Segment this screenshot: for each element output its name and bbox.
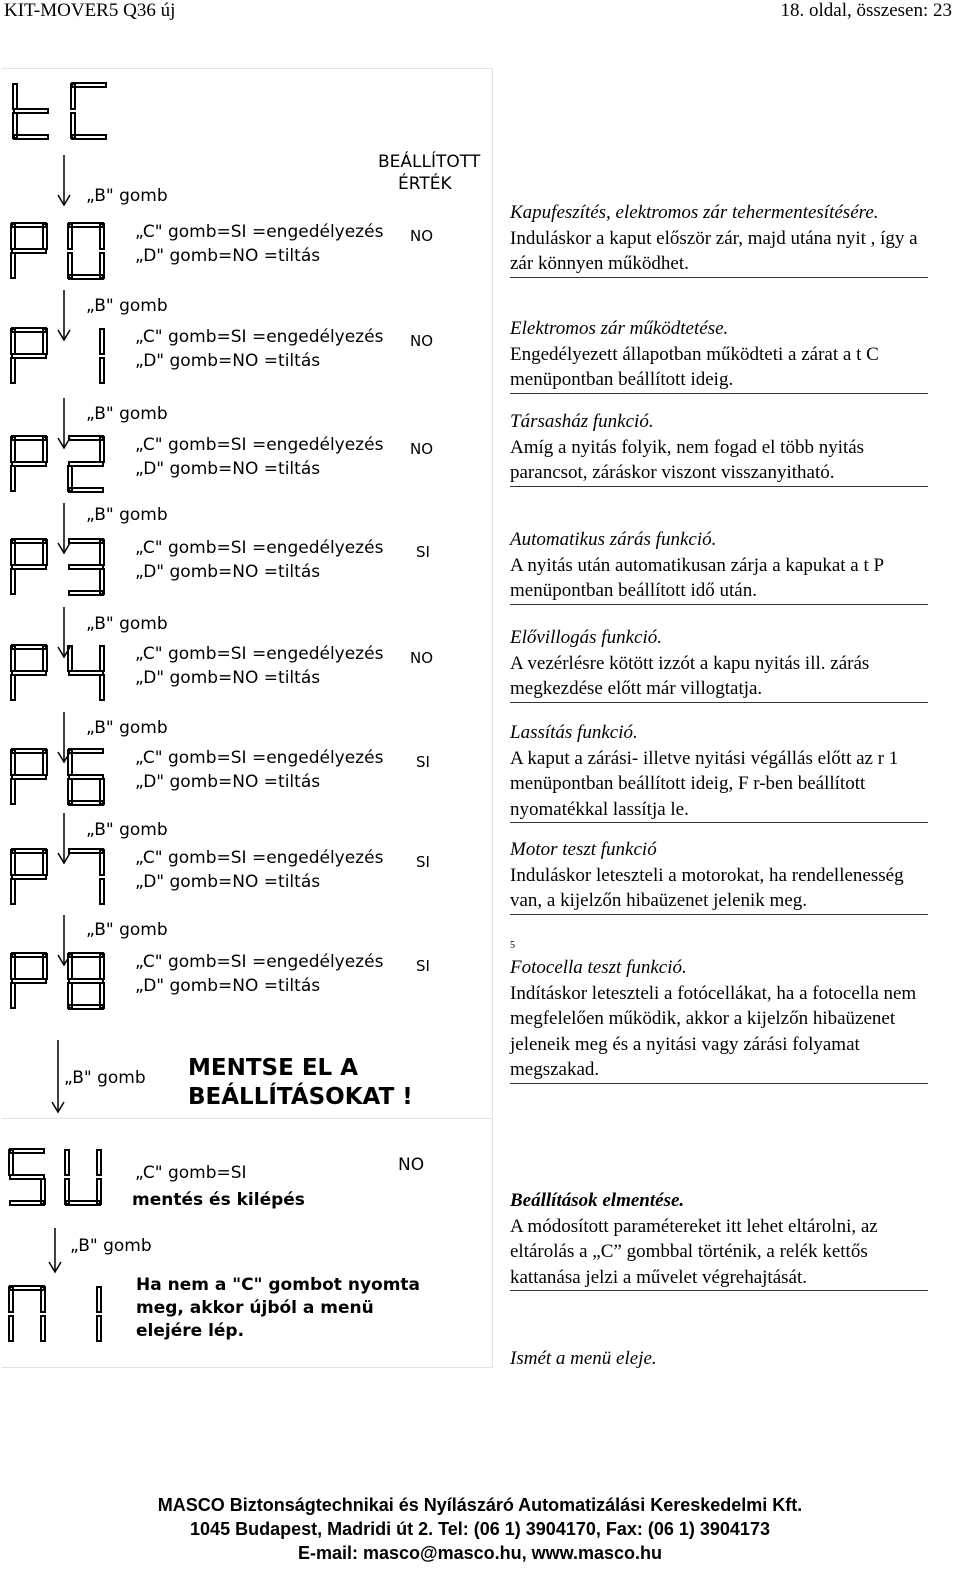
desc-title: Elővillogás funkció. bbox=[510, 627, 662, 648]
desc-title: Lassítás funkció. bbox=[510, 722, 638, 743]
d-button-line: „D" gomb=NO =tiltás bbox=[135, 562, 321, 582]
d-button-line: „D" gomb=NO =tiltás bbox=[135, 459, 321, 479]
lcd-digit-8 bbox=[67, 952, 105, 1010]
lcd-digit-p bbox=[10, 644, 48, 702]
lcd-digit-p bbox=[10, 748, 48, 806]
footer bbox=[0, 1493, 960, 1565]
desc-p7 bbox=[510, 837, 928, 915]
c-button-line: „C" gomb=SI =engedélyezés bbox=[135, 748, 384, 768]
desc-body: Engedélyezett állapotban működteti a zárat a t C menüpontban beállított ideig. bbox=[510, 342, 928, 394]
d-button-line: „D" gomb=NO =tiltás bbox=[135, 772, 321, 792]
m1-note-line1: Ha nem a "C" gombot nyomta bbox=[136, 1275, 421, 1295]
footer-company: MASCO Biztonságtechnikai és Nyílászáró Automatizálási Kereskedelmi Kft. bbox=[157, 1495, 803, 1515]
c-button-line: „C" gomb=SI =engedélyezés bbox=[135, 538, 384, 558]
down-arrow-icon bbox=[47, 1228, 63, 1274]
lcd-digit-p bbox=[10, 538, 48, 596]
default-value-header-line2: ÉRTÉK bbox=[398, 174, 452, 194]
default-value: SI bbox=[416, 543, 430, 561]
c-button-line: „C" gomb=SI =engedélyezés bbox=[135, 327, 384, 347]
desc-body: A nyitás után automatikusan zárja a kapukat a t P menüpontban beállított idő után. bbox=[510, 553, 928, 605]
lcd-digit-7 bbox=[67, 848, 105, 906]
d-button-line: „D" gomb=NO =tiltás bbox=[135, 246, 321, 266]
lcd-digit-u bbox=[64, 1148, 102, 1206]
lcd-digit-p bbox=[10, 435, 48, 493]
lcd-digit-3 bbox=[67, 538, 105, 596]
lcd-digit-1 bbox=[67, 327, 105, 385]
save-notice-line1: MENTSE EL A bbox=[188, 1055, 358, 1081]
b-button-label: „B" gomb bbox=[70, 1236, 152, 1256]
desc-body: A vezérlésre kötött izzót a kapu nyitás ill. zárás megkezdése előtt már villogtatja. bbox=[510, 651, 928, 703]
lcd-digit-p bbox=[10, 848, 48, 906]
footer-address: 1045 Budapest, Madridi út 2. Tel: (06 1) 3904170, Fax: (06 1) 3904173 bbox=[190, 1519, 770, 1539]
su-label: mentés és kilépés bbox=[132, 1190, 305, 1210]
desc-p0 bbox=[510, 200, 928, 278]
d-button-line: „D" gomb=NO =tiltás bbox=[135, 872, 321, 892]
default-value: NO bbox=[410, 332, 434, 350]
desc-title: Ismét a menü eleje. bbox=[510, 1348, 657, 1369]
c-button-line: „C" gomb=SI =engedélyezés bbox=[135, 848, 384, 868]
lcd-digit-m bbox=[8, 1285, 46, 1343]
b-button-label: „B" gomb bbox=[86, 186, 168, 206]
default-value: SI bbox=[416, 753, 430, 771]
desc-title: Beállítások elmentése. bbox=[510, 1190, 685, 1211]
desc-p6 bbox=[510, 720, 928, 823]
m1-note-line3: elejére lép. bbox=[136, 1321, 245, 1341]
default-value-header-line1: BEÁLLÍTOTT bbox=[378, 152, 481, 172]
default-value: NO bbox=[410, 440, 434, 458]
desc-body: A kaput a zárási- illetve nyitási végállás előtt az r 1 menüpontban beállított ideig, F r-ben beállított nyomatékkal lassítja le. bbox=[510, 746, 928, 824]
c-button-line: „C" gomb=SI =engedélyezés bbox=[135, 952, 384, 972]
lcd-digit-p bbox=[10, 327, 48, 385]
b-button-label: „B" gomb bbox=[86, 296, 168, 316]
lcd-digit-t bbox=[12, 82, 50, 140]
desc-body: Amíg a nyitás folyik, nem fogad el több nyitás parancsot, záráskor viszont visszanyitható. bbox=[510, 435, 928, 487]
b-button-label: „B" gomb bbox=[86, 404, 168, 424]
desc-body: A módosított paramétereket itt lehet eltárolni, az eltárolás a „C” gombbal történik, a relék kettős kattanása jelzi a művelet végrehajtását. bbox=[510, 1214, 928, 1292]
small-number: 5 bbox=[510, 940, 515, 951]
default-value: NO bbox=[410, 227, 434, 245]
su-default-value: NO bbox=[398, 1155, 425, 1175]
document-title: KIT-MOVER5 Q36 új bbox=[4, 0, 176, 21]
footer-contact: E-mail: masco@masco.hu, www.masco.hu bbox=[298, 1543, 662, 1563]
desc-p4 bbox=[510, 625, 928, 703]
save-notice-line2: BEÁLLÍTÁSOKAT ! bbox=[188, 1084, 413, 1110]
desc-su bbox=[510, 1188, 928, 1291]
d-button-line: „D" gomb=NO =tiltás bbox=[135, 976, 321, 996]
lcd-digit-6 bbox=[67, 748, 105, 806]
desc-body: Induláskor a kaput először zár, majd utána nyit , így a zár könnyen működhet. bbox=[510, 226, 928, 278]
desc-title: Automatikus zárás funkció. bbox=[510, 529, 717, 550]
b-button-label: „B" gomb bbox=[64, 1068, 146, 1088]
b-button-label: „B" gomb bbox=[86, 820, 168, 840]
down-arrow-icon bbox=[56, 155, 72, 207]
desc-title: Motor teszt funkció bbox=[510, 839, 657, 860]
default-value: NO bbox=[410, 649, 434, 667]
d-button-line: „D" gomb=NO =tiltás bbox=[135, 668, 321, 688]
desc-m1 bbox=[510, 1346, 928, 1372]
desc-title: Kapufeszítés, elektromos zár tehermentesítésére. bbox=[510, 202, 879, 223]
c-button-line: „C" gomb=SI =engedélyezés bbox=[135, 644, 384, 664]
lcd-digit-4 bbox=[67, 644, 105, 702]
default-value: SI bbox=[416, 957, 430, 975]
lcd-digit-1 bbox=[64, 1285, 102, 1343]
lcd-digit-2 bbox=[67, 435, 105, 493]
b-button-label: „B" gomb bbox=[86, 920, 168, 940]
desc-p2 bbox=[510, 409, 928, 487]
desc-title: Társasház funkció. bbox=[510, 411, 654, 432]
desc-title: Fotocella teszt funkció. bbox=[510, 957, 687, 978]
b-button-label: „B" gomb bbox=[86, 614, 168, 634]
desc-p8 bbox=[510, 955, 928, 1084]
m1-note-line2: meg, akkor újból a menü bbox=[136, 1298, 374, 1318]
page-counter: 18. oldal, összesen: 23 bbox=[780, 0, 952, 21]
lcd-digit-s bbox=[8, 1148, 46, 1206]
default-value: SI bbox=[416, 853, 430, 871]
desc-title: Elektromos zár működtetése. bbox=[510, 318, 729, 339]
b-button-label: „B" gomb bbox=[86, 505, 168, 525]
lcd-digit-p bbox=[10, 952, 48, 1010]
d-button-line: „D" gomb=NO =tiltás bbox=[135, 351, 321, 371]
lcd-digit-0 bbox=[67, 222, 105, 280]
su-c-button-line: „C" gomb=SI bbox=[135, 1163, 247, 1183]
c-button-line: „C" gomb=SI =engedélyezés bbox=[135, 222, 384, 242]
b-button-label: „B" gomb bbox=[86, 718, 168, 738]
desc-p1 bbox=[510, 316, 928, 394]
desc-p3 bbox=[510, 527, 928, 605]
desc-body: Induláskor leteszteli a motorokat, ha rendellenesség van, a kijelzőn hibaüzenet jelenik meg. bbox=[510, 863, 928, 915]
c-button-line: „C" gomb=SI =engedélyezés bbox=[135, 435, 384, 455]
lcd-digit-c bbox=[70, 82, 108, 140]
lcd-digit-p bbox=[10, 222, 48, 280]
desc-body: Indításkor leteszteli a fotócellákat, ha a fotocella nem megfelelően működik, akkor a kijelzőn hibaüzenet jeleneik meg és a nyitási vagy zárási folyamat megszakad. bbox=[510, 981, 928, 1084]
